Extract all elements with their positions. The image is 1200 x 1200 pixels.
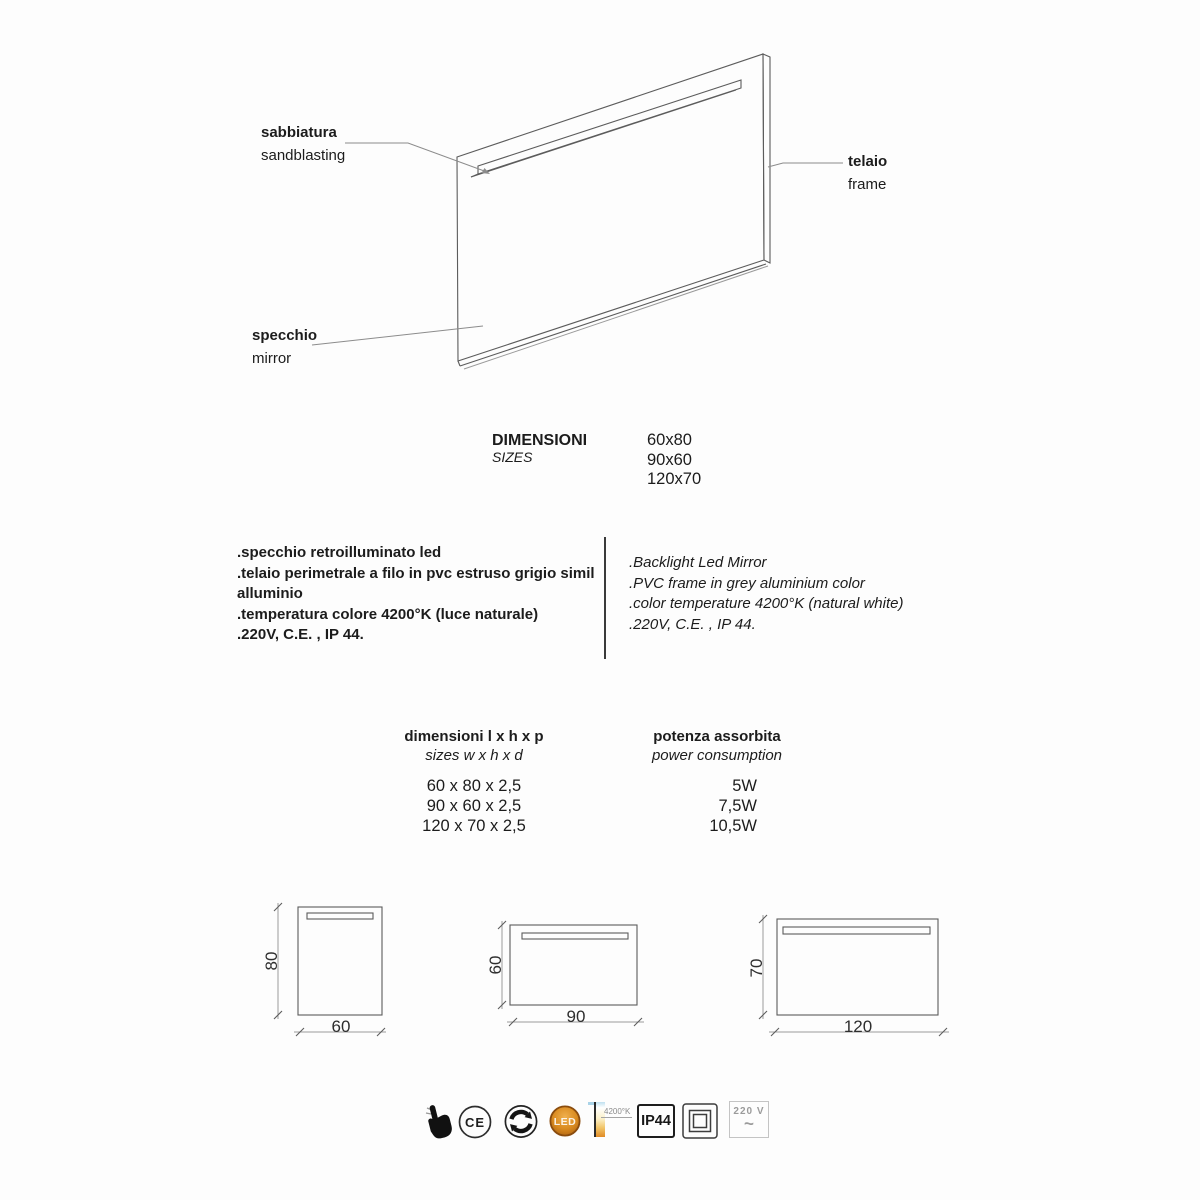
table-row-size: 120 x 70 x 2,5 bbox=[422, 817, 526, 835]
spec-line: .color temperature 4200°K (natural white) bbox=[629, 595, 904, 612]
middle-square bbox=[690, 1111, 711, 1132]
power-col-header-it: potenza assorbita bbox=[653, 728, 781, 745]
mirror-3d-drawing bbox=[457, 54, 770, 369]
size-list bbox=[647, 431, 701, 490]
table-size-column bbox=[389, 776, 559, 836]
dim-col-header-it: dimensioni l x h x p bbox=[404, 728, 544, 745]
height-value: 70 bbox=[747, 958, 766, 978]
spec-line: .220V, C.E. , IP 44. bbox=[629, 615, 756, 633]
spec-line: .220V, C.E. , IP 44. bbox=[237, 626, 364, 643]
height-value: 60 bbox=[486, 955, 505, 975]
led-badge-icon bbox=[549, 1105, 581, 1137]
class2-insulation-icon bbox=[682, 1103, 718, 1139]
light-strip bbox=[522, 933, 628, 939]
callout-sandblasting-en: sandblasting bbox=[261, 147, 346, 164]
mirror-outline bbox=[777, 919, 938, 1015]
power-col-header-en: power consumption bbox=[651, 747, 783, 764]
width-value: 60 bbox=[331, 1017, 351, 1036]
table-row-power: 5W bbox=[732, 777, 757, 795]
spec-divider bbox=[604, 537, 606, 659]
spec-line: .telaio perimetrale a filo in pvc estruso grigio simil alluminio bbox=[237, 564, 595, 602]
spec-block-english bbox=[629, 553, 979, 635]
table-row-power: 10,5W bbox=[709, 817, 757, 835]
mirror-side-edge bbox=[763, 54, 770, 263]
mirror-outline bbox=[510, 925, 637, 1005]
dim-col-header-en: sizes w x h x d bbox=[425, 747, 523, 764]
spec-line: .Backlight Led Mirror bbox=[629, 554, 767, 571]
size-item: 90x60 bbox=[647, 450, 692, 469]
recycle-icon bbox=[504, 1104, 538, 1139]
ce-mark-icon bbox=[458, 1105, 492, 1139]
ip44-rating-icon bbox=[637, 1104, 675, 1138]
elevation-60x80 bbox=[262, 903, 386, 1036]
table-row-power: 7,5W bbox=[718, 797, 757, 815]
spec-line: .specchio retroilluminato led bbox=[237, 544, 442, 561]
width-value: 90 bbox=[566, 1007, 586, 1026]
ac-tilde: ~ bbox=[744, 1114, 754, 1133]
frame-leader bbox=[768, 163, 843, 167]
dimensions-title-it: DIMENSIONI bbox=[492, 432, 588, 449]
spec-line: .temperatura colore 4200°K (luce naturale) bbox=[237, 605, 539, 623]
callout-mirror-en: mirror bbox=[252, 350, 292, 367]
recycle-arrow-top bbox=[511, 1112, 527, 1119]
callout-mirror-it: specchio bbox=[252, 327, 318, 344]
callout-mirror bbox=[252, 324, 317, 370]
table-power-header bbox=[637, 727, 797, 765]
callout-sandblasting-it: sabbiatura bbox=[261, 124, 337, 141]
table-row-size: 90 x 60 x 2,5 bbox=[426, 797, 522, 815]
mirror-front-face bbox=[457, 54, 764, 361]
mirror-bottom-cap bbox=[458, 361, 460, 366]
ip44-text: IP44 bbox=[641, 1113, 671, 1129]
mirror-bottom-shadow bbox=[464, 266, 768, 369]
ce-text: CE bbox=[464, 1115, 486, 1130]
size-item: 120x70 bbox=[647, 470, 702, 488]
callout-sandblasting bbox=[261, 121, 345, 167]
callout-frame-it: telaio bbox=[848, 153, 888, 170]
dimensions-header bbox=[492, 432, 587, 465]
light-strip-lip bbox=[471, 90, 736, 177]
mirror-light-strip bbox=[478, 80, 741, 174]
recycle-arrow-bottom bbox=[515, 1124, 531, 1131]
light-strip bbox=[307, 913, 373, 919]
spec-block-italian bbox=[237, 543, 609, 646]
palm bbox=[428, 1114, 454, 1141]
height-value: 80 bbox=[262, 951, 281, 971]
light-strip bbox=[783, 927, 930, 934]
callout-frame-en: frame bbox=[848, 176, 887, 193]
led-text: LED bbox=[553, 1116, 577, 1128]
table-power-column bbox=[657, 776, 757, 836]
callout-frame bbox=[848, 150, 887, 196]
spec-line: .PVC frame in grey aluminium color bbox=[629, 574, 865, 592]
hand-silhouette bbox=[425, 1102, 454, 1140]
touch-hand-icon bbox=[424, 1102, 454, 1144]
voltage-text: 220 V bbox=[733, 1106, 765, 1117]
table-row-size: 60 x 80 x 2,5 bbox=[426, 777, 522, 795]
mirror-bottom-bevel bbox=[460, 264, 766, 366]
outer-square bbox=[683, 1104, 717, 1138]
elevation-120x70 bbox=[747, 915, 949, 1036]
table-dimensions-header bbox=[389, 727, 559, 765]
elevation-90x60 bbox=[486, 921, 644, 1026]
voltage-icon bbox=[729, 1101, 769, 1138]
dimensions-title-en: SIZES bbox=[492, 449, 533, 465]
width-value: 120 bbox=[843, 1017, 873, 1036]
sandblasting-leader bbox=[345, 143, 487, 172]
size-item: 60x80 bbox=[647, 431, 692, 449]
mirror-outline bbox=[298, 907, 382, 1015]
kelvin-value: 4200°K bbox=[601, 1107, 632, 1118]
inner-square bbox=[694, 1115, 707, 1128]
